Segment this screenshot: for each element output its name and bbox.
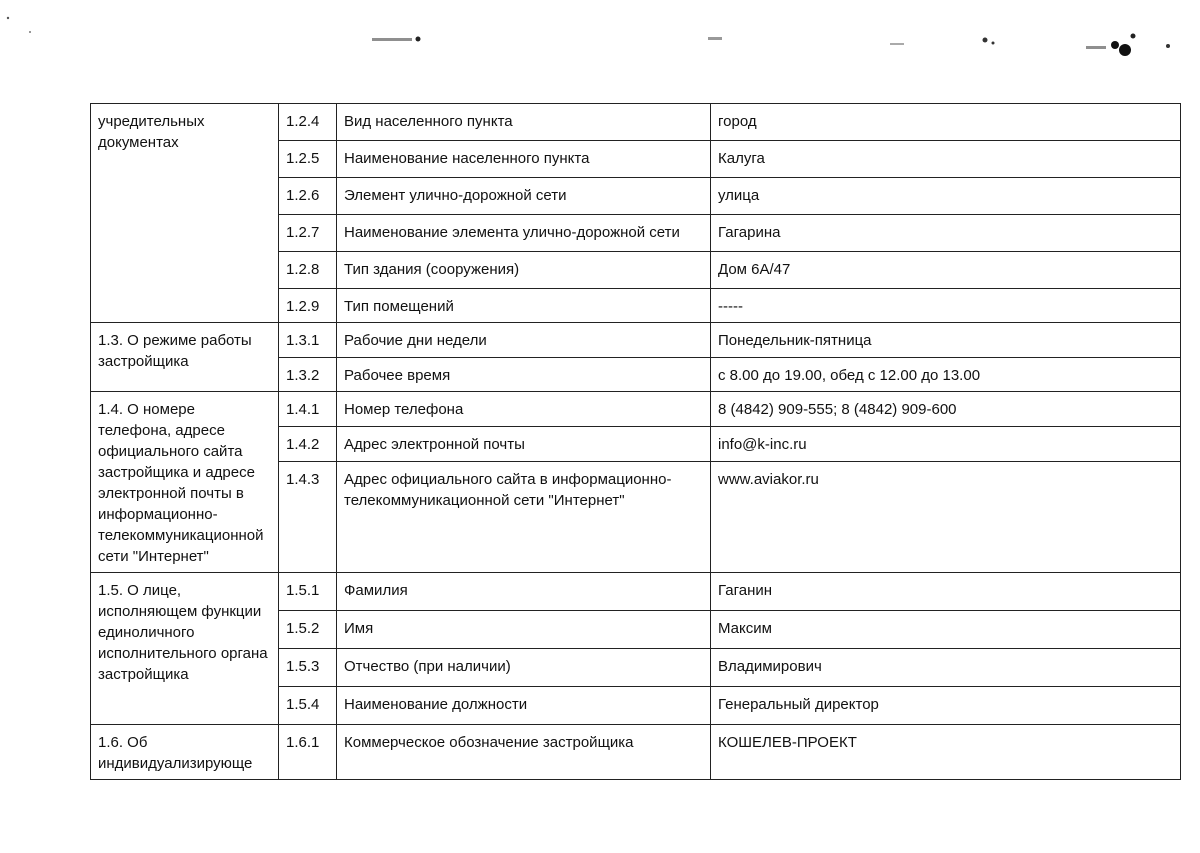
row-label: Элемент улично-дорожной сети <box>337 178 711 215</box>
row-label: Вид населенного пункта <box>337 104 711 141</box>
row-label: Наименование населенного пункта <box>337 141 711 178</box>
row-label: Наименование элемента улично-дорожной сети <box>337 215 711 252</box>
row-number: 1.5.4 <box>279 687 337 725</box>
row-number: 1.2.6 <box>279 178 337 215</box>
row-number: 1.4.2 <box>279 426 337 461</box>
row-label: Адрес официального сайта в информационно-телекоммуникационной сети "Интернет" <box>337 461 711 572</box>
row-value: КОШЕЛЕВ-ПРОЕКТ <box>711 725 1181 780</box>
row-number: 1.4.1 <box>279 392 337 427</box>
row-label: Адрес электронной почты <box>337 426 711 461</box>
row-number: 1.2.5 <box>279 141 337 178</box>
section-title: учредительных документах <box>91 104 279 323</box>
row-label: Тип помещений <box>337 289 711 323</box>
row-label: Рабочее время <box>337 358 711 392</box>
row-label: Номер телефона <box>337 392 711 427</box>
row-value: город <box>711 104 1181 141</box>
row-value: Гаганин <box>711 573 1181 611</box>
scan-noise <box>0 0 1200 80</box>
row-number: 1.2.9 <box>279 289 337 323</box>
row-number: 1.3.1 <box>279 323 337 358</box>
row-number: 1.2.7 <box>279 215 337 252</box>
row-number: 1.5.1 <box>279 573 337 611</box>
table-row <box>91 323 1181 358</box>
row-value: Максим <box>711 611 1181 649</box>
row-label: Наименование должности <box>337 687 711 725</box>
row-label: Коммерческое обозначение застройщика <box>337 725 711 780</box>
row-value: Генеральный директор <box>711 687 1181 725</box>
table-row <box>91 573 1181 611</box>
row-value: улица <box>711 178 1181 215</box>
row-number: 1.2.8 <box>279 252 337 289</box>
row-value: 8 (4842) 909-555; 8 (4842) 909-600 <box>711 392 1181 427</box>
row-number: 1.4.3 <box>279 461 337 572</box>
row-label: Фамилия <box>337 573 711 611</box>
table-row <box>91 104 1181 141</box>
section-title: 1.3. О режиме работы застройщика <box>91 323 279 392</box>
info-table <box>90 103 1181 780</box>
row-value: Дом 6А/47 <box>711 252 1181 289</box>
row-number: 1.5.3 <box>279 649 337 687</box>
table-body <box>91 104 1181 780</box>
row-label: Рабочие дни недели <box>337 323 711 358</box>
section-title: 1.4. О номере телефона, адресе официального сайта застройщика и адресе электронной почты в информационно-телекоммуникационной сети "Интернет" <box>91 392 279 573</box>
section-title: 1.5. О лице, исполняющем функции единоличного исполнительного органа застройщика <box>91 573 279 725</box>
table-row <box>91 392 1181 427</box>
row-number: 1.6.1 <box>279 725 337 780</box>
row-label: Тип здания (сооружения) <box>337 252 711 289</box>
row-label: Имя <box>337 611 711 649</box>
row-value: ----- <box>711 289 1181 323</box>
row-label: Отчество (при наличии) <box>337 649 711 687</box>
row-value: Понедельник-пятница <box>711 323 1181 358</box>
row-value: Гагарина <box>711 215 1181 252</box>
row-value: Калуга <box>711 141 1181 178</box>
table-row <box>91 725 1181 780</box>
row-value: Владимирович <box>711 649 1181 687</box>
row-number: 1.3.2 <box>279 358 337 392</box>
section-title: 1.6. Об индивидуализирующе <box>91 725 279 780</box>
row-value: с 8.00 до 19.00, обед с 12.00 до 13.00 <box>711 358 1181 392</box>
row-number: 1.5.2 <box>279 611 337 649</box>
row-number: 1.2.4 <box>279 104 337 141</box>
row-value: www.aviakor.ru <box>711 461 1181 572</box>
row-value: info@k-inc.ru <box>711 426 1181 461</box>
